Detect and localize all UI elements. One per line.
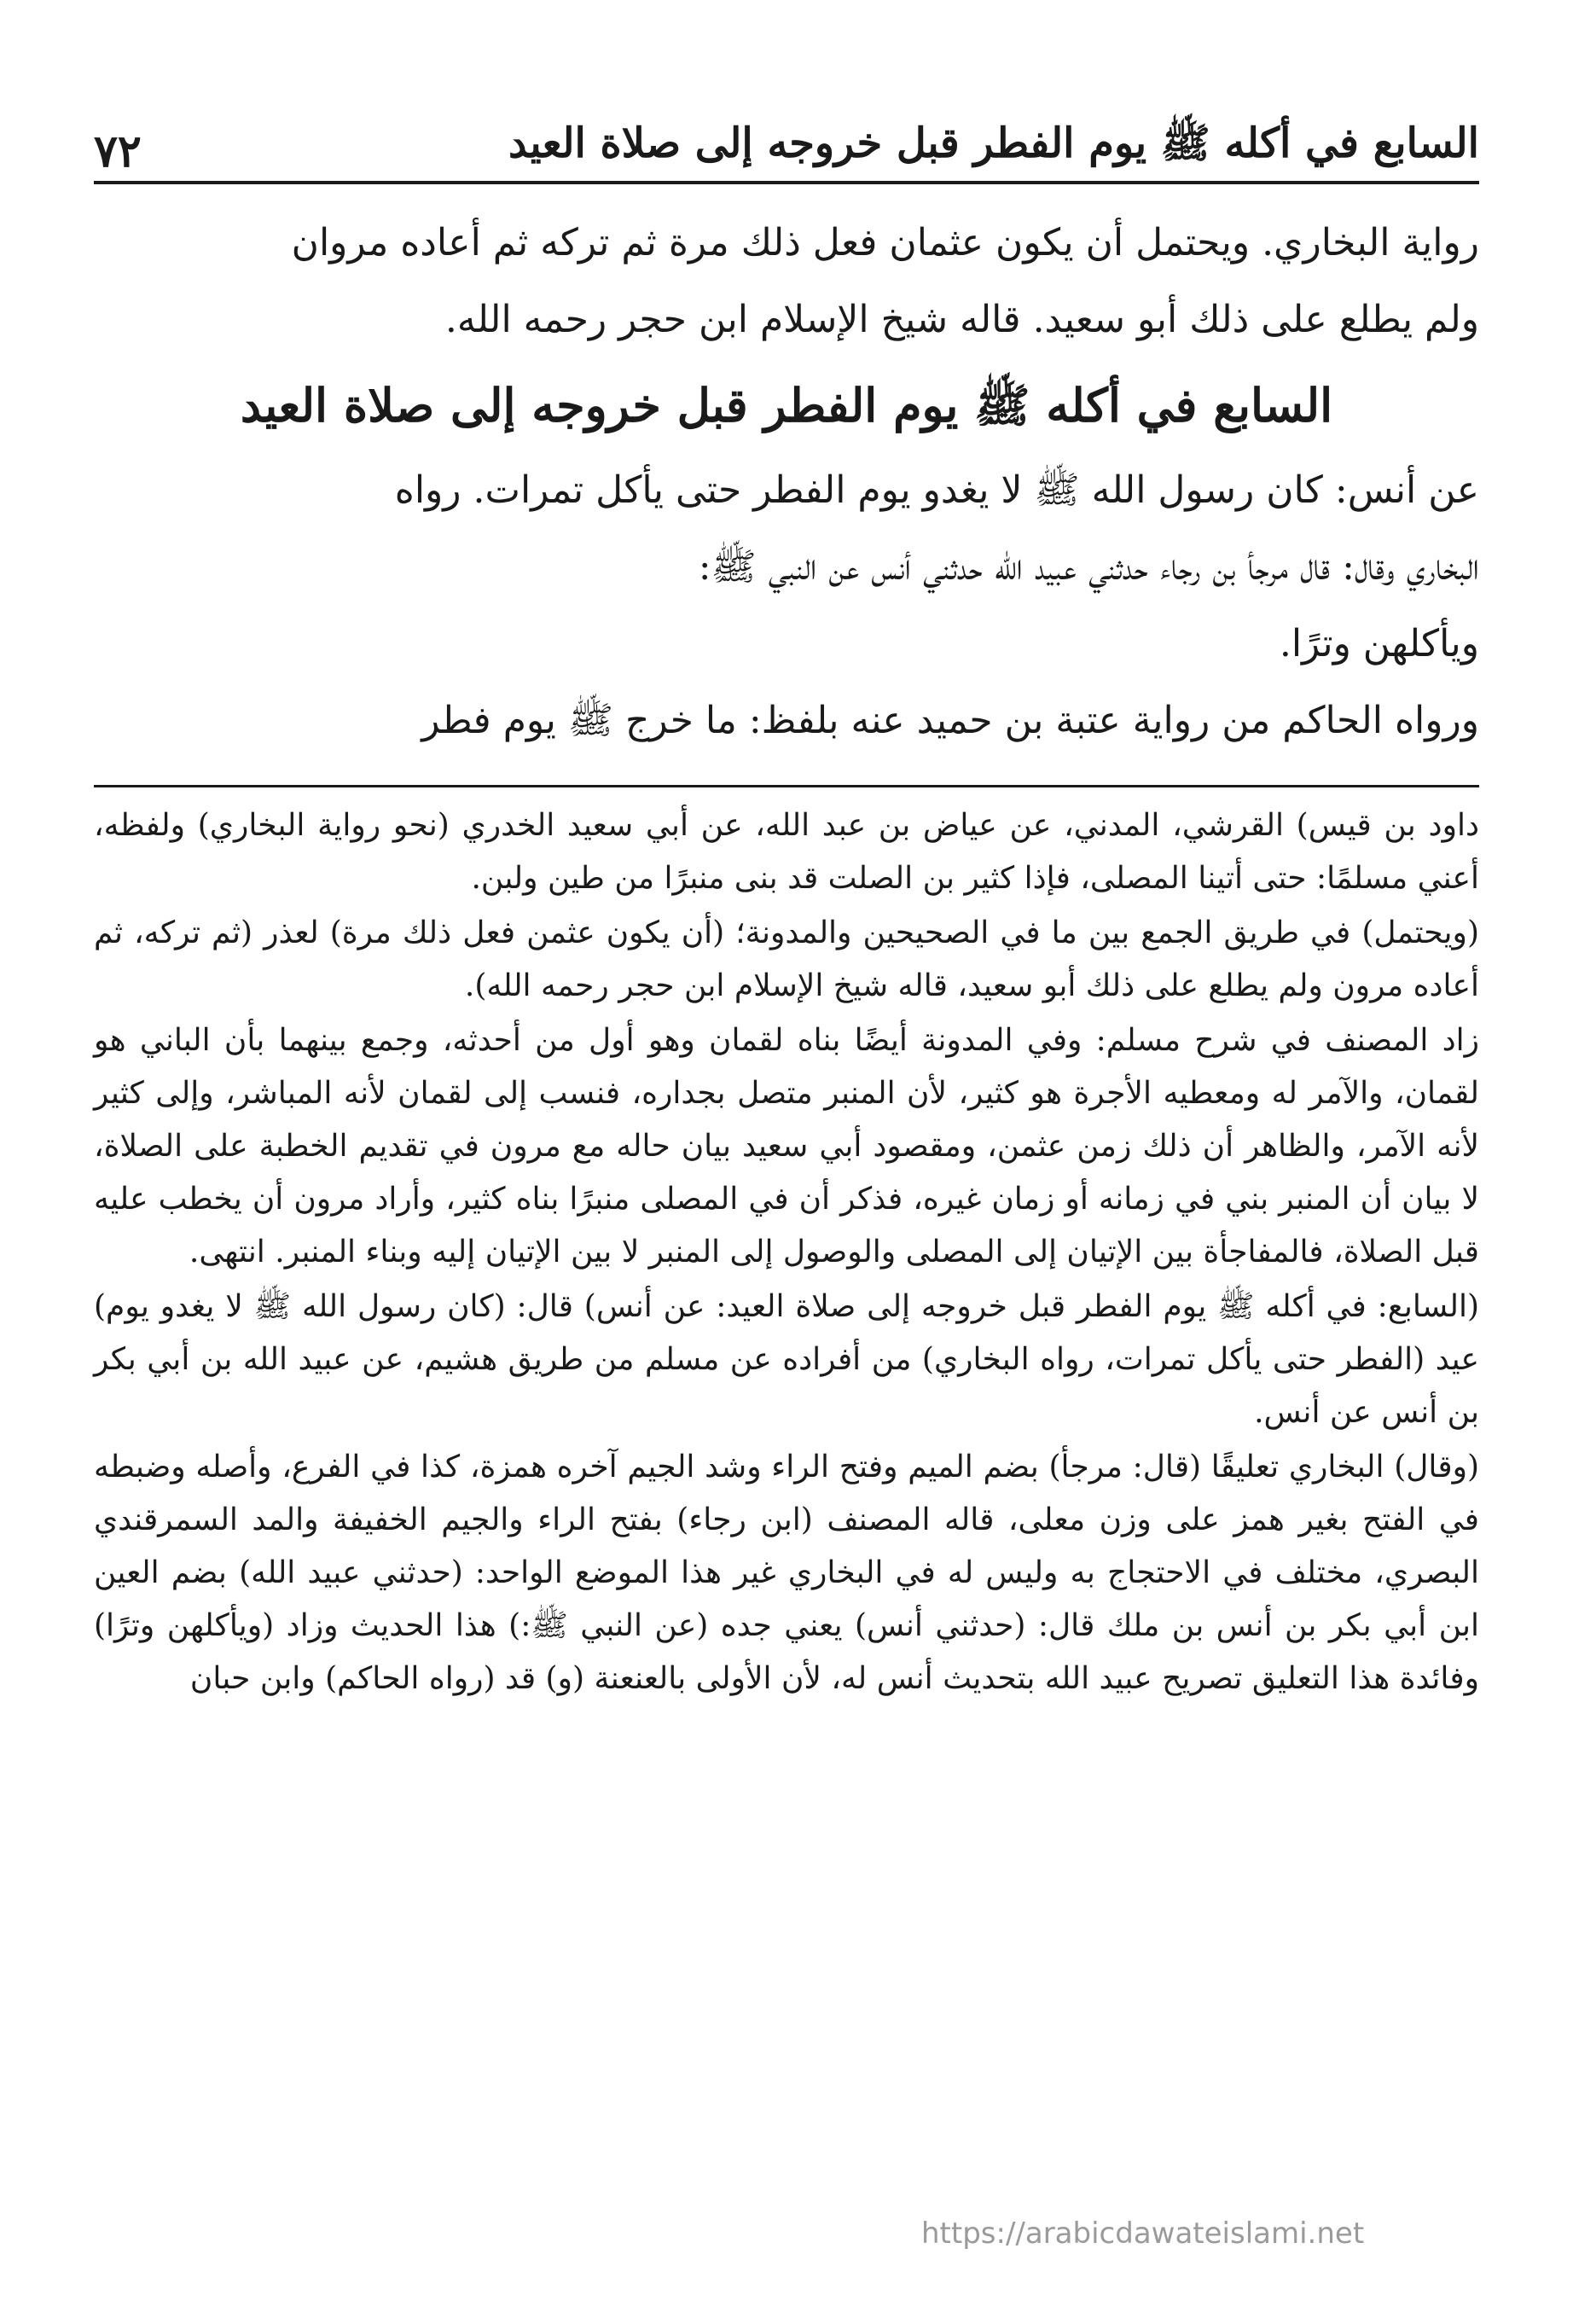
commentary-paragraph: (السابع: في أكله ﷺ يوم الفطر قبل خروجه إلى صلاة العيد: عن أنس) قال: (كان رسول الله ﷺ لا يغدو يوم) عيد (الفطر حتى يأكل تمرات، رواه البخاري) من أفراده عن مسلم من طريق هشيم، عن عبيد الله بن أبي بكر بن أنس عن أنس. <box>94 1289 1479 1430</box>
commentary-divider <box>94 785 1479 787</box>
commentary <box>94 798 1479 1705</box>
hadith-line: البخاري وقال: قال مرجأ بن رجاء حدثني عبيد الله حدثني أنس عن النبي ﷺ: <box>698 545 1479 589</box>
main-line: ولم يطلع على ذلك أبو سعيد. قاله شيخ الإسلام ابن حجر رحمه الله. <box>444 298 1479 341</box>
page-number: ٧٢ <box>94 125 142 177</box>
commentary-paragraph: داود بن قيس) القرشي، المدني، عن عياض بن عبد الله، عن أبي سعيد الخدري (نحو رواية البخاري) ولفظه، أعني مسلمًا: حتى أتينا المصلى، فإذا كثير بن الصلت قد بنى منبرًا من طين ولبن. <box>94 808 1479 896</box>
watermark-url: https://arabicdawateislami.net <box>921 2217 1365 2251</box>
hadith-line: عن أنس: كان رسول الله ﷺ لا يغدو يوم الفطر حتى يأكل تمرات. رواه <box>394 468 1479 512</box>
hadith-line: ويأكلهن وترًا. <box>1279 622 1479 665</box>
page-header <box>94 109 1479 177</box>
book-page <box>94 0 1479 2324</box>
hadith-line: ورواه الحاكم من رواية عتبة بن حميد عنه بلفظ: ما خرج ﷺ يوم فطر <box>421 699 1479 742</box>
commentary-paragraph: زاد المصنف في شرح مسلم: وفي المدونة أيضًا بناه لقمان وهو أول من أحدثه، وجمع بينهما بأن الباني هو لقمان، والآمر له ومعطيه الأجرة هو كثير، لأن المنبر متصل بجداره، فنسب إلى لقمان لأنه المباشر، وإلى كثير لأنه الآمر، والظاهر أن ذلك زمن عثمن، ومقصود أبي سعيد بيان حاله مع مرون في تقديم الخطبة على الصلاة، لا بيان أن المنبر بني في زمانه أو زمان غيره، فذكر أن في المصلى منبرًا بناه كثير، وأراد مرون أن يخطب عليه قبل الصلاة، فالمفاجأة بين الإتيان إلى المصلى والوصول إلى المنبر لا بين الإتيان إليه وبناء المنبر. انتهى. <box>94 1023 1479 1269</box>
commentary-paragraph: (وقال) البخاري تعليقًا (قال: مرجأ) بضم الميم وفتح الراء وشد الجيم آخره همزة، كذا في الفرع، وأصله وضبطه في الفتح بغير همز على وزن معلى، قاله المصنف (ابن رجاء) بفتح الراء والجيم الخفيفة والمد السمرقندي البصري، مختلف في الاحتجاج به وليس له في البخاري غير هذا الموضع الواحد: (حدثني عبيد الله) بضم العين ابن أبي بكر بن أنس بن ملك قال: (حدثني أنس) يعني جده (عن النبي ﷺ:) هذا الحديث وزاد (ويأكلهن وترًا) وفائدة هذا التعليق تصريح عبيد الله بتحديث أنس له، لأن الأولى بالعنعنة (و) قد (رواه الحاكم) وابن حبان <box>94 1450 1479 1696</box>
main-line: رواية البخاري. ويحتمل أن يكون عثمان فعل ذلك مرة ثم تركه ثم أعاده مروان <box>291 221 1479 264</box>
running-title: السابع في أكله ﷺ يوم الفطر قبل خروجه إلى صلاة العيد <box>508 119 1479 167</box>
section-heading: السابع في أكله ﷺ يوم الفطر قبل خروجه إلى صلاة العيد <box>240 378 1333 433</box>
header-rule <box>94 181 1479 184</box>
commentary-paragraph: (ويحتمل) في طريق الجمع بين ما في الصحيحين والمدونة؛ (أن يكون عثمن فعل ذلك مرة) لعذر (ثم تركه، ثم أعاده مرون ولم يطلع على ذلك أبو سعيد، قاله شيخ الإسلام ابن حجر رحمه الله). <box>94 915 1479 1003</box>
main-text <box>94 205 1479 759</box>
